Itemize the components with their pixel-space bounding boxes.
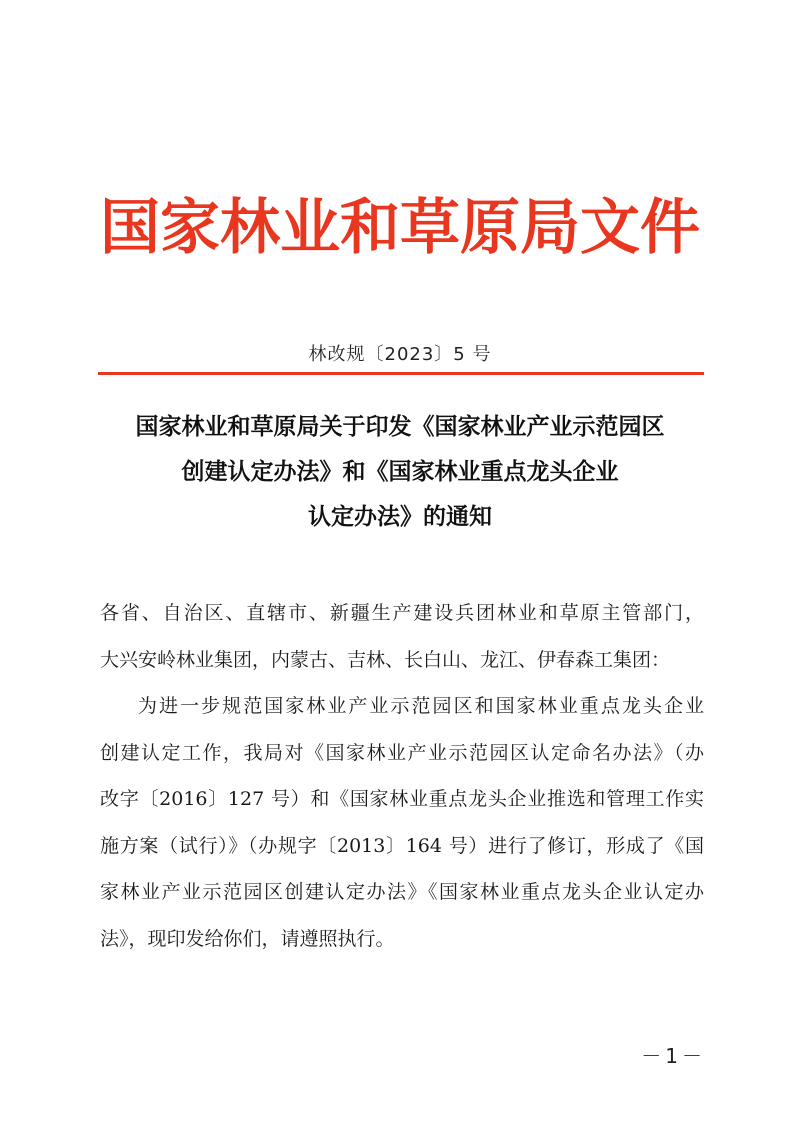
recipient-line: 大兴安岭林业集团，内蒙古、吉林、长白山、龙江、伊春森工集团： (100, 648, 671, 671)
body-line: 创建认定工作，我局对《国家林业产业示范园区认定命名办法》（办 (100, 741, 704, 764)
red-divider-line (98, 372, 704, 375)
document-body (100, 590, 704, 962)
body-line: 法》，现印发给你们，请遵照执行。 (100, 927, 395, 950)
body-line: 家林业产业示范园区创建认定办法》《国家林业重点龙头企业认定办 (100, 881, 704, 903)
recipient-line: 各省、自治区、直辖市、新疆生产建设兵团林业和草原主管部门， (100, 602, 704, 624)
body-line: 施方案（试行）》（办规字〔2013〕164 号）进行了修订，形成了《国 (100, 834, 704, 857)
body-line: 改字〔2016〕127 号）和《国家林业重点龙头企业推选和管理工作实 (100, 788, 704, 810)
title-line: 认定办法》的通知 (308, 503, 492, 530)
document-number: 林改规〔2023〕5 号 (308, 344, 492, 365)
title-line: 创建认定办法》和《国家林业重点龙头企业 (181, 458, 619, 485)
red-letterhead-title: 国家林业和草原局文件 (100, 193, 700, 263)
document-title (90, 404, 710, 539)
title-line: 国家林业和草原局关于印发《国家林业产业示范园区 (135, 413, 665, 440)
body-line: 为进一步规范国家林业产业示范园区和国家林业重点龙头企业 (138, 695, 704, 717)
page-number: －1－ (641, 1044, 706, 1068)
